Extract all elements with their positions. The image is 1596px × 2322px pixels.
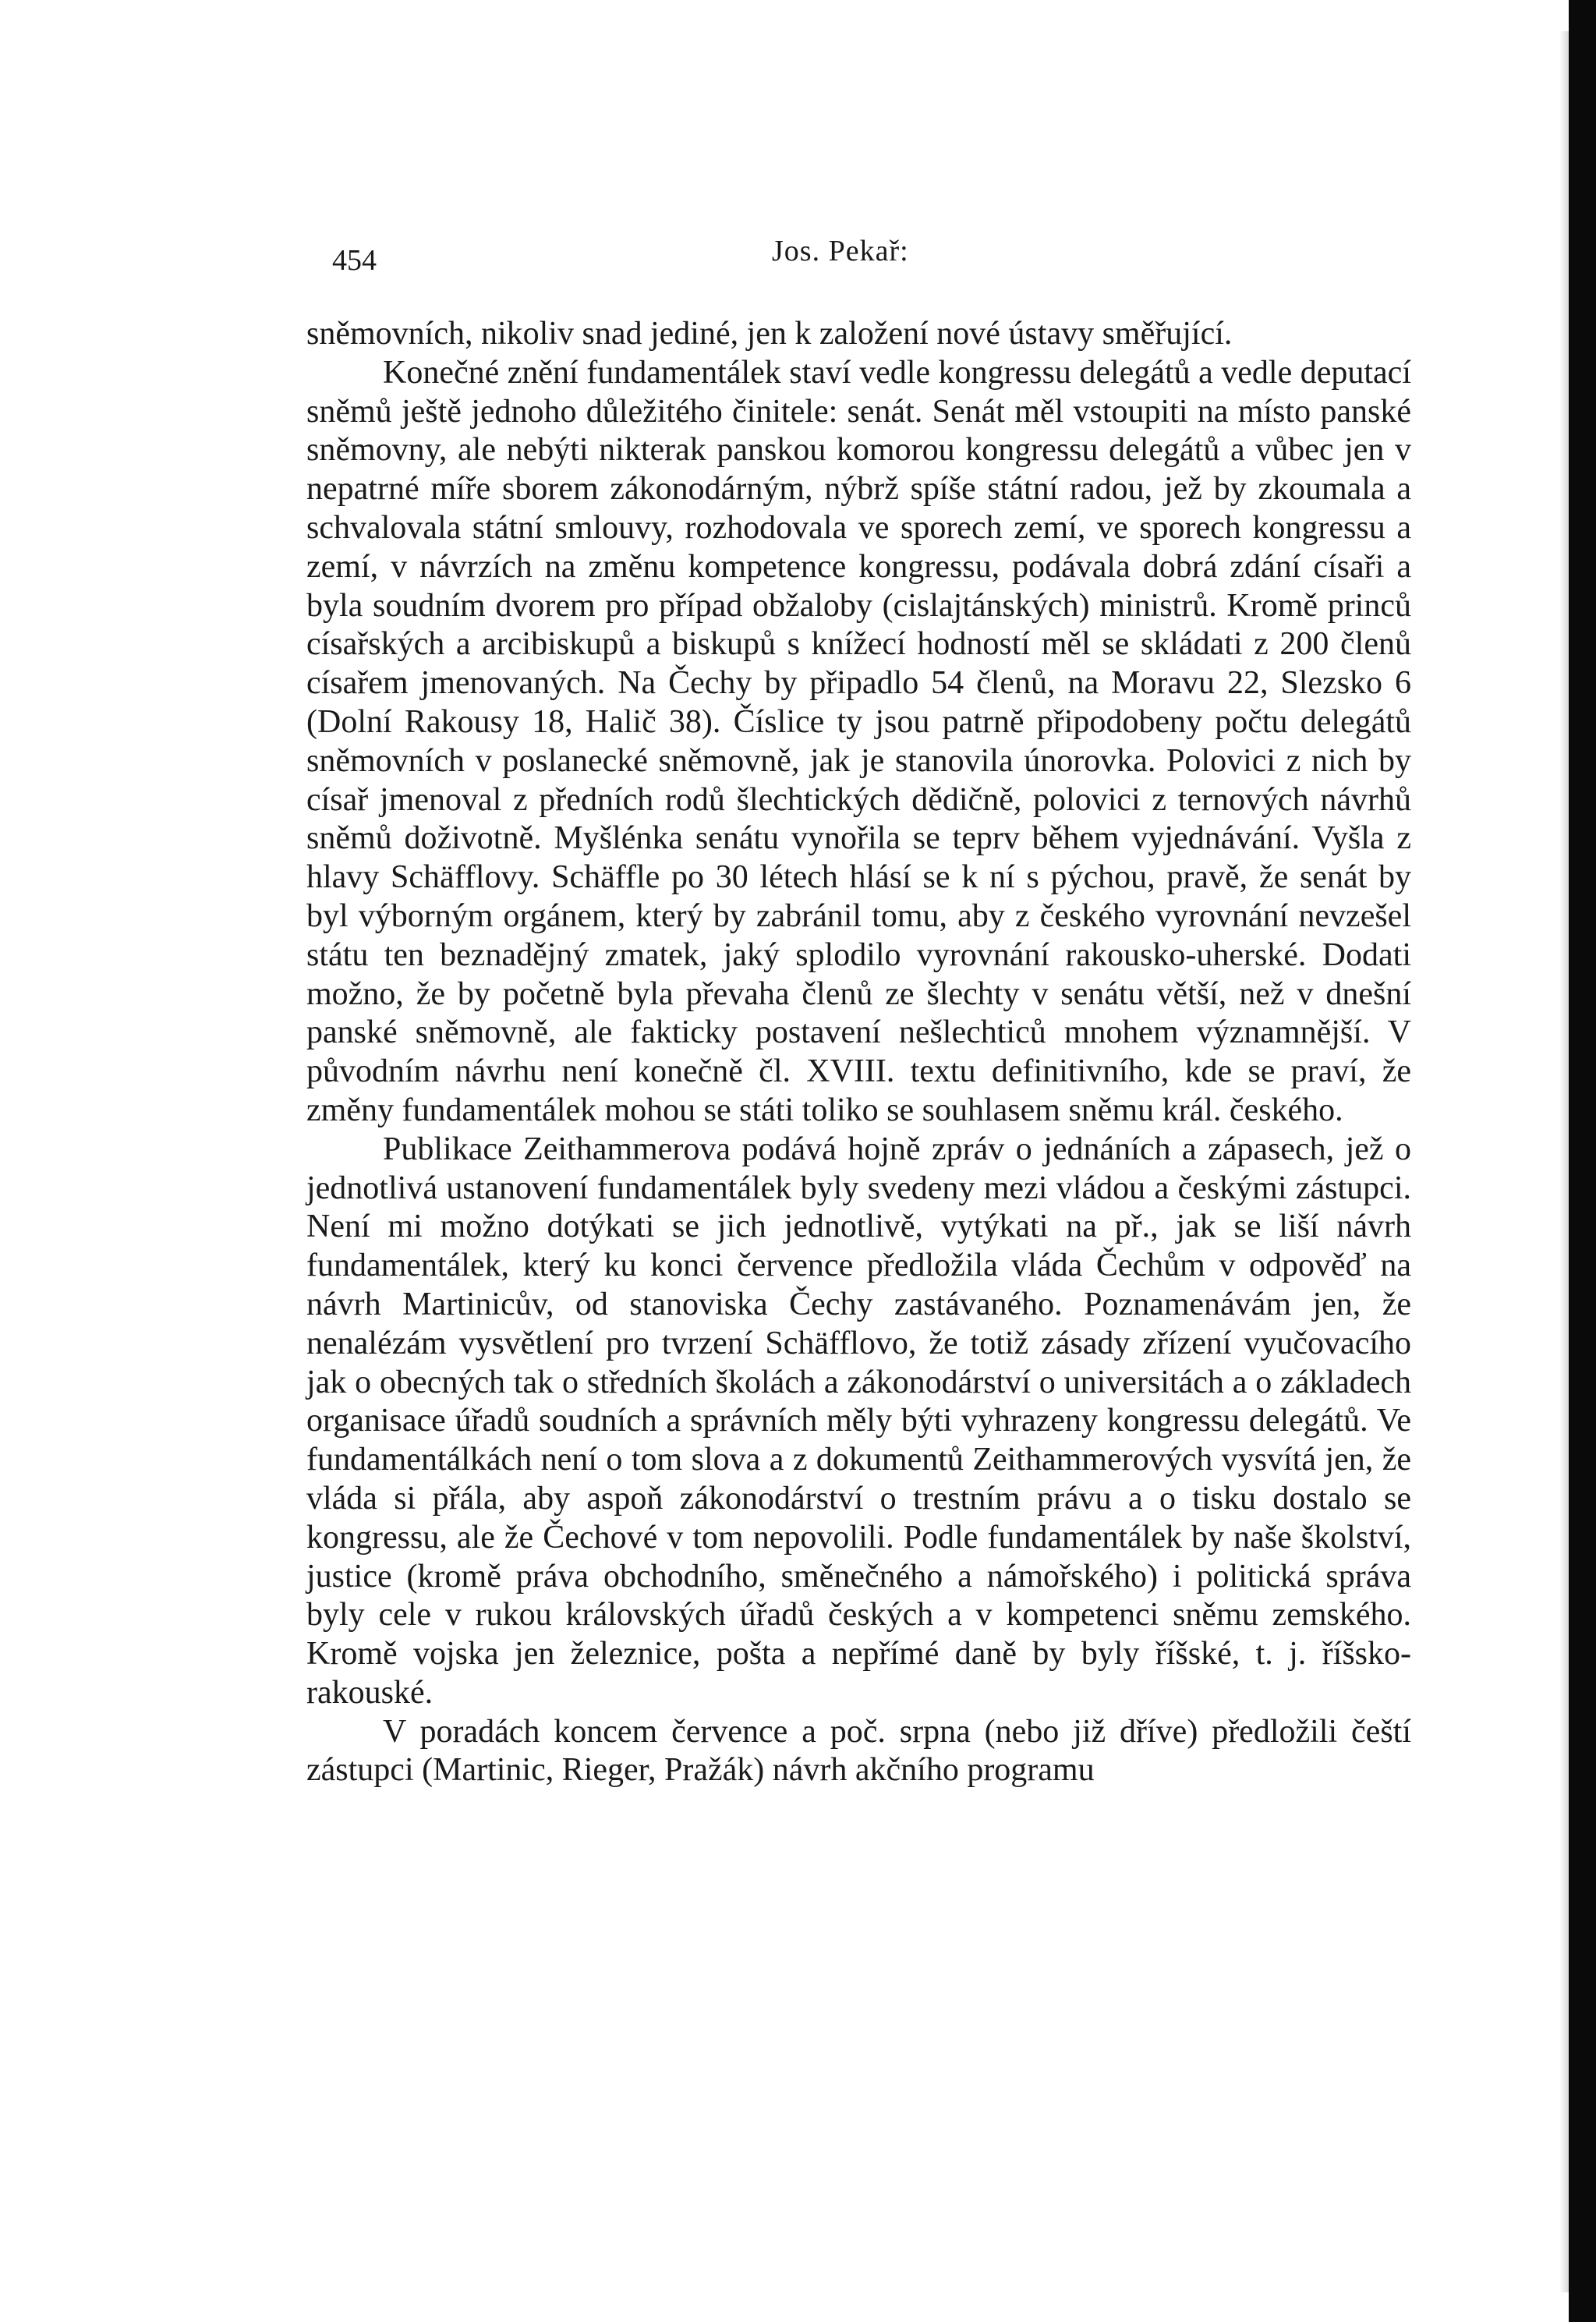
paragraph-continued: sněmovních, nikoliv snad jediné, jen k založení nové ústavy směřující. — [306, 316, 1233, 352]
paragraph: V poradách koncem července a poč. srpna (nebo již dříve) předložili čeští zástupci (Martinic, Rieger, Pražák) návrh akčního programu — [306, 1713, 1411, 1789]
page-edge-shadow — [1559, 31, 1569, 2292]
scan-border — [1569, 0, 1596, 2322]
paragraph: Konečné znění fundamentálek staví vedle kongressu delegátů a vedle deputací sněmů ještě jednoho důležitého činitele: senát. Senát měl vstoupiti na místo panské sněmovny, ale nebýti nikterak panskou komorou kongressu delegátů a vůbec jen v nepatrné míře sborem zákonodárným, nýbrž spíše státní radou, jež by zkoumala a schvalovala státní smlouvy, rozhodovala ve sporech zemí, ve sporech kongressu a zemí, v návrzích na změnu kompetence kongressu, podávala dobrá zdání císaři a byla soudním dvorem pro případ obžaloby (cislajtánských) ministrů. Kromě princů císařských a arcibiskupů a biskupů s knížecí hodností měl se skládati z 200 členů císařem jmenovaných. Na Čechy by připadlo 54 členů, na Moravu 22, Slezsko 6 (Dolní Rakousy 18, Halič 38). Číslice ty jsou patrně připodobeny počtu delegátů sněmovních v poslanecké sněmovně, jak je stanovila únorovka. Polovici z nich by císař jmenoval z předních rodů šlechtických dědičně, polovici z ternových návrhů sněmů doživotně. Myšlénka senátu vynořila se teprv během vyjednávání. Vyšla z hlavy Schäfflovy. Schäffle po 30 létech hlásí se k ní s pýchou, pravě, že senát by byl výborným orgánem, který by zabránil tomu, aby z českého vyrovnání nevzešel státu ten beznadějný zmatek, jaký splodilo vyrovnání rakousko-uherské. Dodati možno, že by početně byla převaha členů ze šlechty v senátu větší, než v dnešní panské sněmovně, ale fakticky postavení nešlechticů mnohem významnější. V původním návrhu není konečně čl. XVIII. textu definitivního, kde se praví, že změny fundamentálek mohou se státi toliko se souhlasem sněmu král. českého. — [306, 354, 1411, 1128]
page-header — [320, 234, 1411, 281]
page-number: 454 — [332, 244, 377, 277]
paragraph: Publikace Zeithammerova podává hojně zpráv o jednáních a zápasech, jež o jednotlivá ustanovení fundamentálek byly svedeny mezi vládou a českými zástupci. Není mi možno dotýkati se jich jednotlivě, vytýkati na př., jak se liší návrh fundamentálek, který ku konci července předložila vláda Čechům v odpověď na návrh Martinicův, od stanoviska Čechy zastávaného. Poznamenávám jen, že nenalézám vysvětlení pro tvrzení Schäfflovo, že totiž zásady zřízení vyučovacího jak o obecných tak o středních školách a zákonodárství o universitách a o základech organisace úřadů soudních a správních měly býti vyhrazeny kongressu delegátů. Ve fundamentálkách není o tom slova a z dokumentů Zeithammerových vysvítá jen, že vláda si přála, aby aspoň zákonodárství o trestním právu a o tisku dostalo se kongressu, ale že Čechové v tom nepovolili. Podle fundamentálek by naše školství, justice (kromě práva obchodního, směnečného a námořského) i politická správa byly cele v rukou královských úřadů českých a v kompetenci sněmu zemského. Kromě vojska jen železnice, pošta a nepřímé daně by byly říšské, t. j. říšsko-rakouské. — [306, 1131, 1411, 1711]
running-head: Jos. Pekař: — [772, 235, 909, 267]
body-text — [306, 315, 1411, 1790]
